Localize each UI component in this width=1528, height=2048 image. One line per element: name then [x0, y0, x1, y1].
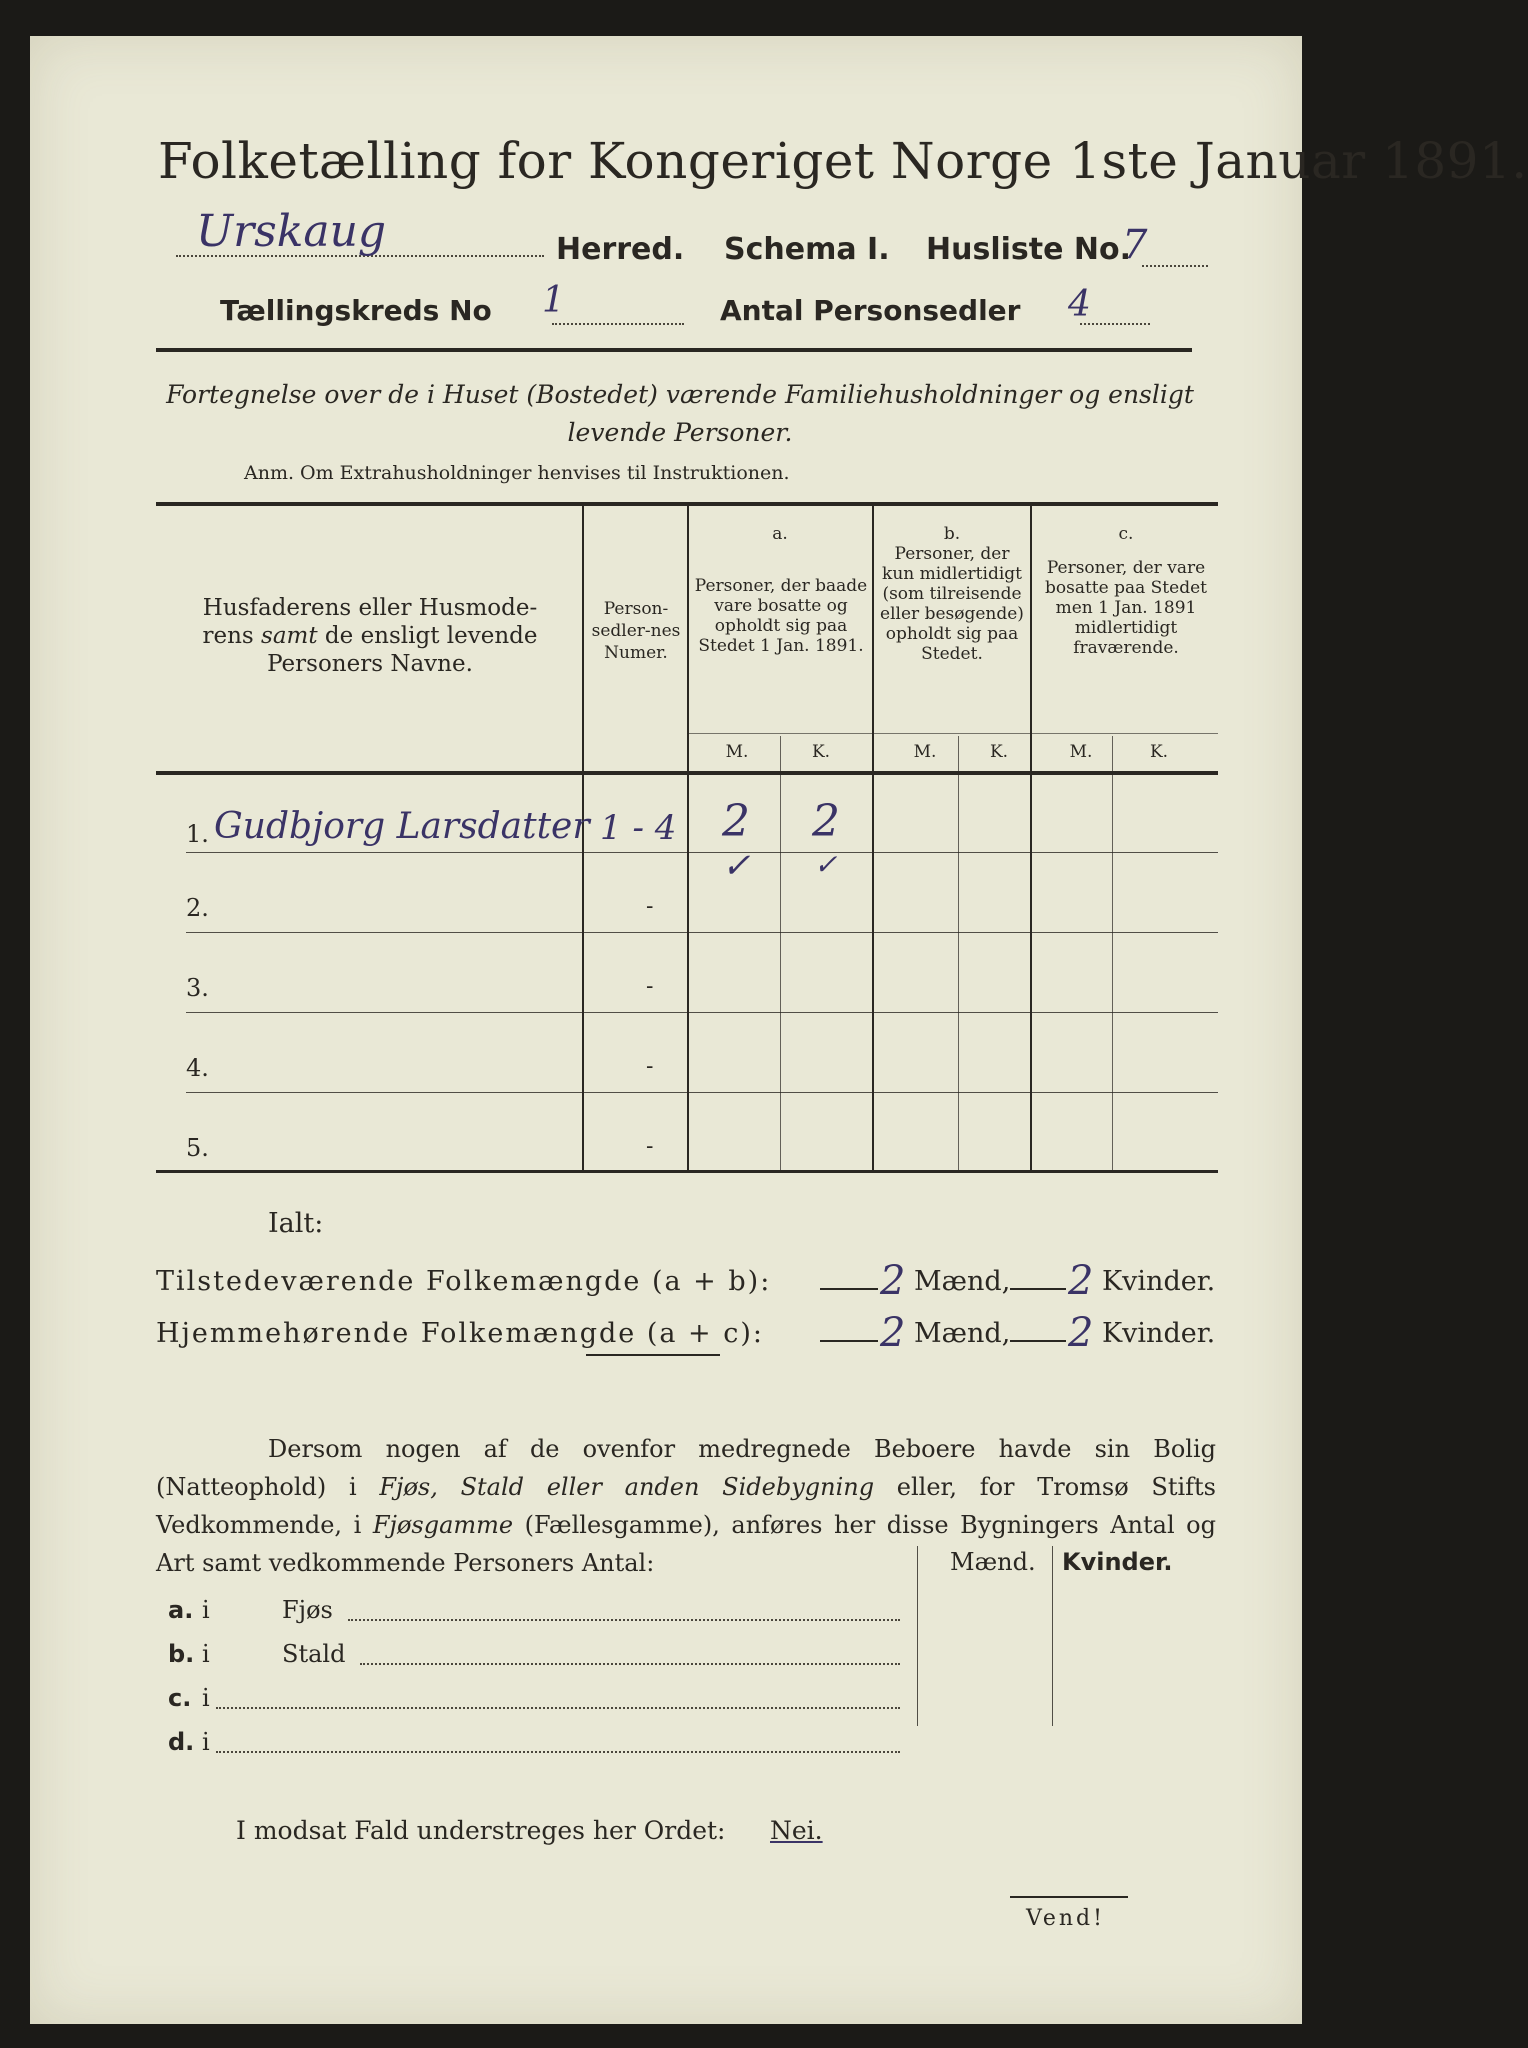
row-line	[186, 852, 1218, 853]
form-title: Folketælling for Kongeriget Norge 1ste Januar 1891.	[158, 132, 1528, 190]
dotted-line	[216, 1706, 900, 1709]
total-line	[820, 1340, 878, 1342]
dotted-line	[348, 1618, 900, 1621]
maend-label: Mænd,	[914, 1318, 1011, 1349]
col-c-k: K.	[1149, 742, 1169, 762]
personsedler-count: 4	[1068, 284, 1091, 325]
col-line	[917, 1546, 918, 1726]
col-a-letter: a.	[772, 524, 788, 544]
col-b-letter: b.	[943, 524, 961, 544]
hjemme-label: Hjemmehørende Folkemængde (a + c):	[156, 1318, 764, 1349]
row1-check-k-icon: ✓	[814, 848, 838, 881]
kreds-dotted-line	[552, 322, 684, 325]
personseddel-range: 1 - 4	[600, 808, 677, 848]
nei-word: Nei.	[770, 1816, 823, 1845]
herred-name: Urskaug	[196, 206, 387, 257]
taellingskreds-label: Tællingskreds No	[220, 294, 492, 327]
husliste-dotted-line	[1142, 264, 1208, 267]
maend-label: Mænd,	[914, 1266, 1011, 1297]
total-line	[1010, 1340, 1066, 1342]
row-dash: -	[646, 1134, 654, 1159]
hjemme-kvinder-value: 2	[1068, 1310, 1094, 1356]
col-header-numer: Person-sedler-nes Numer.	[591, 599, 681, 663]
outbuilding-i: i	[202, 1728, 210, 1756]
col-a-m: M.	[725, 742, 749, 762]
dersom-paragraph: Dersom nogen af de ovenfor medregnede Beboere havde sin Bolig (Natteophold) i Fjøs, Stald eller anden Sidebygning eller, for Tromsø Stifts Vedkommende, i Fjøsgamme (Fællesgamme), anføres her disse Bygningers Antal og Art samt vedkommende Personers Antal:	[156, 1435, 1216, 1577]
outbuilding-letter: a.	[168, 1596, 194, 1624]
dotted-line	[360, 1662, 900, 1665]
col-line	[872, 506, 874, 1170]
row-dash: -	[646, 1054, 654, 1079]
row-number: 3.	[186, 974, 209, 1002]
col-c-text: Personer, der vare bosatte paa Stedet men 1 Jan. 1891 midlertidigt fraværende.	[1045, 558, 1207, 658]
outbuilding-i: i	[202, 1596, 210, 1624]
tilstede-kvinder-value: 2	[1068, 1258, 1094, 1304]
maend-column-header: Mænd.	[950, 1548, 1036, 1576]
row-number: 4.	[186, 1054, 209, 1082]
col-line	[687, 506, 689, 1170]
row-line	[186, 932, 1218, 933]
total-line	[1010, 1288, 1066, 1290]
kvinder-label: Kvinder.	[1102, 1266, 1216, 1297]
col-a-k: K.	[811, 742, 831, 762]
hjemme-maend-value: 2	[880, 1310, 906, 1356]
col-b-text: Personer, der kun midlertidigt (som tilreisende eller besøgende) opholdt sig paa Stedet.	[880, 544, 1024, 664]
col-a-text: Personer, der baade vare bosatte og opholdt sig paa Stedet 1 Jan. 1891.	[694, 576, 868, 656]
census-form	[30, 36, 1528, 2024]
tilstede-label: Tilstedeværende Folkemængde (a + b):	[156, 1266, 772, 1297]
personsedler-label: Antal Personsedler	[720, 294, 1021, 327]
mk-rule	[687, 733, 1218, 734]
row-number: 5.	[186, 1134, 209, 1162]
row-dash: -	[646, 974, 654, 999]
kvinder-column-header: Kvinder.	[1062, 1548, 1173, 1576]
col-line	[1030, 506, 1032, 1170]
anm-note: Anm. Om Extrahusholdninger henvises til Instruktionen.	[244, 462, 790, 484]
col-header-names: Husfaderens eller Husmode- rens samt de ensligt levende Personers Navne.	[202, 595, 538, 677]
row1-a-m: 2	[722, 796, 750, 847]
herred-label: Herred.	[556, 232, 685, 267]
outbuilding-i: i	[202, 1684, 210, 1712]
row-dash: -	[646, 894, 654, 919]
taellingskreds-number: 1	[542, 280, 565, 321]
header-rule	[156, 348, 1192, 352]
vend-rule	[1010, 1896, 1128, 1898]
vend-text: Vend!	[1026, 1906, 1105, 1931]
row-line	[186, 1012, 1218, 1013]
outbuilding-label: Stald	[282, 1640, 346, 1668]
husliste-label: Husliste No.	[926, 232, 1131, 267]
col-c-letter: c.	[1118, 524, 1134, 544]
col-line	[780, 736, 781, 1170]
total-line	[820, 1288, 878, 1290]
outbuilding-letter: c.	[168, 1684, 192, 1712]
schema-label: Schema I.	[724, 232, 890, 267]
outbuilding-label: Fjøs	[282, 1596, 333, 1624]
separator	[586, 1354, 720, 1356]
col-line	[958, 736, 959, 1170]
col-c-m: M.	[1069, 742, 1093, 762]
col-b-m: M.	[913, 742, 937, 762]
husliste-number: 7	[1122, 222, 1148, 268]
row-number: 1.	[186, 820, 209, 848]
fortegnelse-text: Fortegnelse over de i Huset (Bostedet) værende Familiehusholdninger og ensligt levende Personer.	[166, 380, 1194, 447]
row1-a-k: 2	[812, 796, 840, 847]
col-line	[1112, 736, 1113, 1170]
col-line	[1052, 1546, 1053, 1726]
table-bottom-rule	[156, 1170, 1218, 1173]
tilstede-maend-value: 2	[880, 1258, 906, 1304]
outbuilding-letter: d.	[168, 1728, 195, 1756]
row-number: 2.	[186, 894, 209, 922]
antal-dotted-line	[1080, 322, 1150, 325]
kvinder-label: Kvinder.	[1102, 1318, 1216, 1349]
outbuilding-letter: b.	[168, 1640, 195, 1668]
row-line	[186, 1092, 1218, 1093]
household-head-name: Gudbjorg Larsdatter	[214, 806, 590, 847]
modsat-fald-text: I modsat Fald understreges her Ordet:	[236, 1816, 726, 1845]
outbuilding-i: i	[202, 1640, 210, 1668]
dotted-line	[216, 1750, 900, 1753]
col-b-k: K.	[989, 742, 1009, 762]
ialt-label: Ialt:	[268, 1208, 324, 1239]
row1-check-m-icon: ✓	[722, 846, 751, 886]
